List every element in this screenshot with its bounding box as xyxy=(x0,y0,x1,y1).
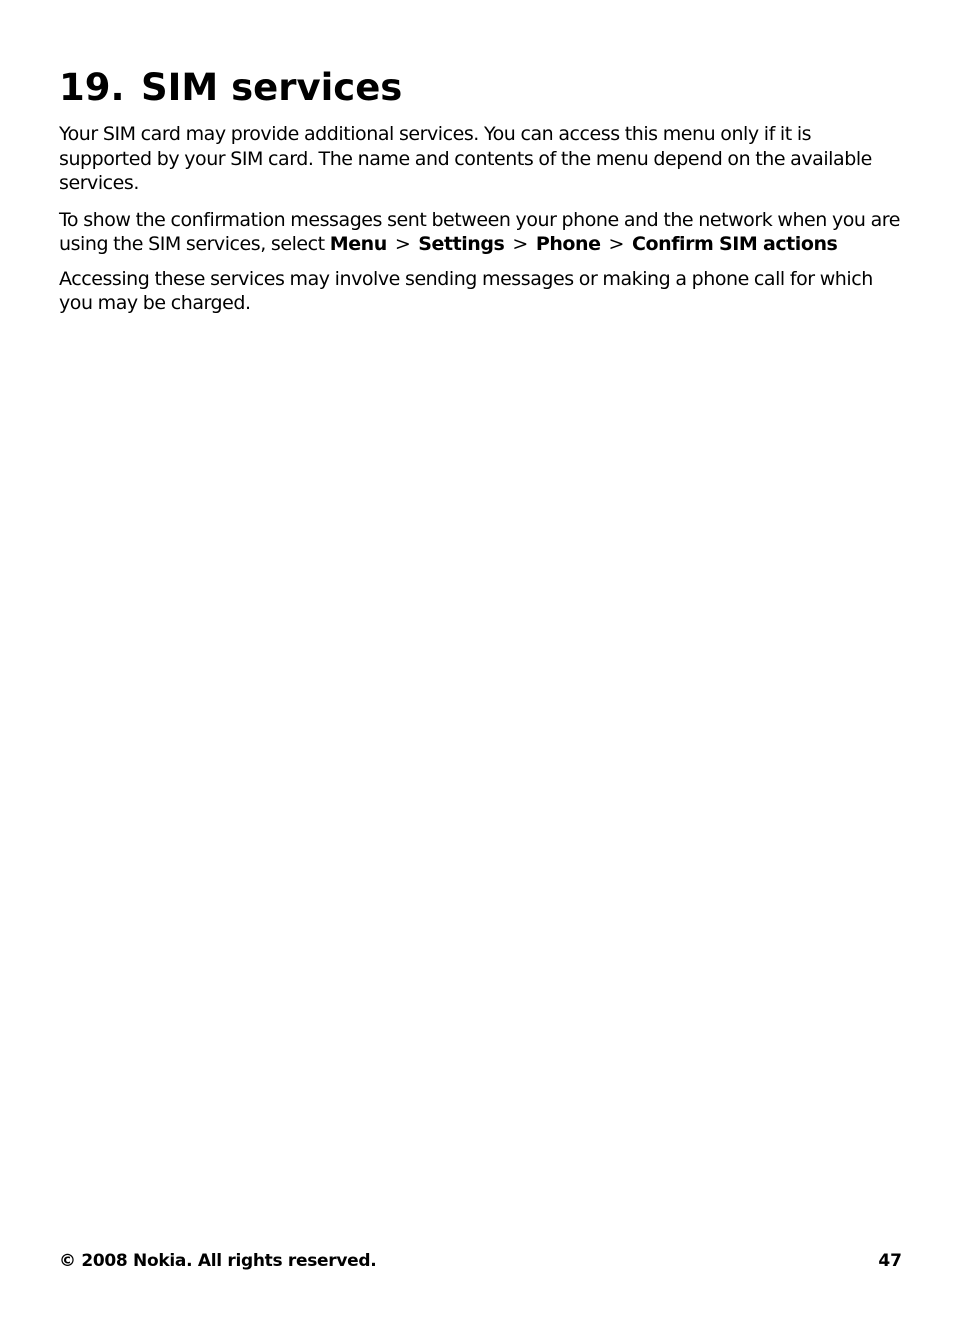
menu-path xyxy=(330,233,838,255)
confirm-paragraph xyxy=(59,208,907,257)
chapter-number: 19. xyxy=(59,66,125,109)
menu-path-separator: > xyxy=(608,233,625,255)
page-footer xyxy=(59,1249,902,1273)
menu-path-item-menu: Menu xyxy=(329,233,387,255)
page-number: 47 xyxy=(878,1251,902,1271)
menu-path-separator: > xyxy=(512,233,528,255)
menu-path-item-settings: Settings xyxy=(418,233,505,255)
charges-paragraph: Accessing these services may involve sending messages or making a phone call for which you may be charged. xyxy=(59,267,873,314)
intro-paragraph: Your SIM card may provide additional services. You can access this menu only if it is supported by your SIM card. The name and contents of the menu depend on the available services. xyxy=(59,123,872,194)
chapter-title: SIM services xyxy=(141,66,403,109)
page-content xyxy=(59,122,907,326)
page-title xyxy=(59,62,402,114)
menu-path-separator: > xyxy=(394,233,411,255)
menu-path-item-phone: Phone xyxy=(535,233,601,255)
menu-path-item-confirm-sim-actions: Confirm SIM actions xyxy=(632,233,838,255)
copyright-notice: © 2008 Nokia. All rights reserved. xyxy=(59,1251,377,1271)
confirm-text: To show the confirmation messages sent between your phone and the network when you are using the SIM services, select xyxy=(59,208,900,255)
